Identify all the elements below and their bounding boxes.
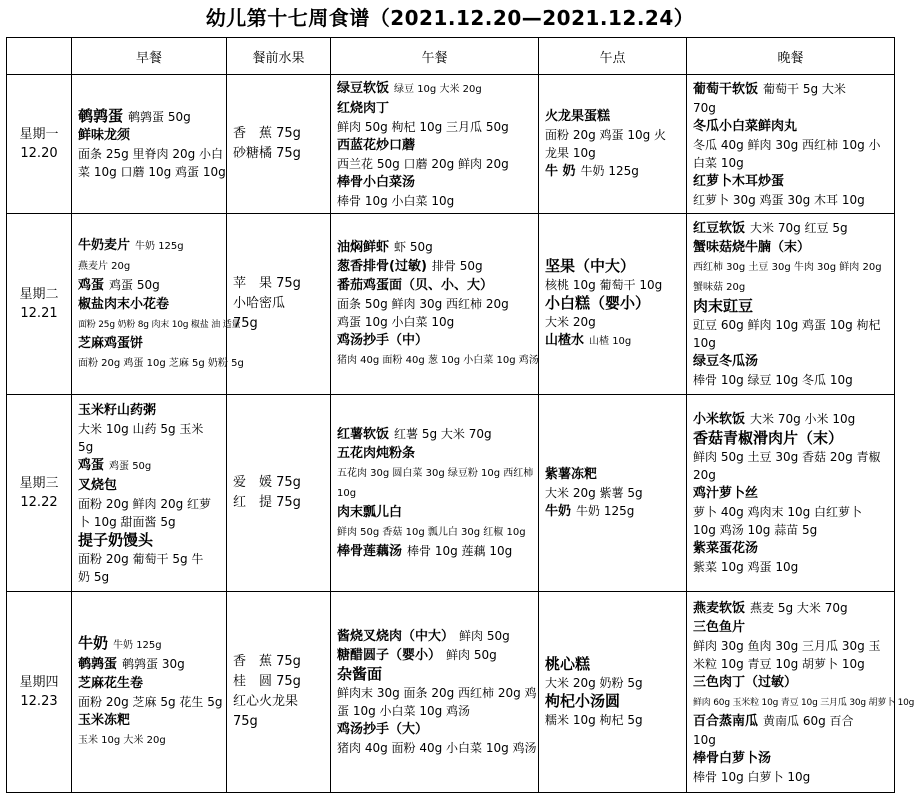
ingredient-text: 面粉 20g 芝麻 5g 花生 5g xyxy=(78,695,223,709)
ingredient-text: 蟹味菇 20g xyxy=(693,282,746,293)
ingredient-text: 西红柿 30g 土豆 30g 牛肉 30g 鲜肉 20g xyxy=(693,262,882,273)
ingredient-text: 大米 70g 红豆 5g xyxy=(750,221,848,235)
dish-name: 鹌鹑蛋 xyxy=(78,107,124,125)
menu-line xyxy=(78,420,220,438)
breakfast-cell xyxy=(72,214,244,395)
ingredient-text: 大米 10g 山药 5g 玉米 xyxy=(78,421,204,436)
menu-line xyxy=(693,768,888,786)
menu-line xyxy=(78,314,241,334)
ingredient-text: 绿豆 10g 大米 20g xyxy=(394,83,482,95)
dinner-cell xyxy=(687,75,895,214)
header-fruit: 餐前水果 xyxy=(227,38,331,75)
dish-name: 葱香排骨(过敏) xyxy=(337,259,427,274)
menu-line xyxy=(78,295,220,314)
ingredient-text: 砂糖橘 75g xyxy=(233,146,301,161)
snack-cell xyxy=(539,214,687,395)
dish-name: 小白糕（婴小） xyxy=(545,294,651,312)
header-breakfast: 早餐 xyxy=(72,38,227,75)
menu-line xyxy=(233,124,324,144)
menu-line xyxy=(337,739,537,757)
menu-line xyxy=(545,126,680,144)
ingredient-text: 75g xyxy=(233,316,258,331)
menu-row xyxy=(7,214,895,395)
day-label: 星期一 xyxy=(19,127,59,142)
day-cell xyxy=(7,592,72,793)
ingredient-text: 面粉 20g 葡萄干 5g 牛 xyxy=(78,551,204,566)
dish-name: 芝麻花生卷 xyxy=(78,676,144,691)
breakfast-cell xyxy=(72,395,227,592)
menu-line xyxy=(78,438,220,456)
menu-line xyxy=(545,107,680,126)
menu-line xyxy=(693,316,888,334)
menu-line xyxy=(693,692,914,712)
menu-line xyxy=(693,238,888,257)
day-date: 12.21 xyxy=(20,306,58,321)
dish-name: 芝麻鸡蛋饼 xyxy=(78,335,144,351)
ingredient-text: 黄南瓜 60g 百合 xyxy=(763,713,854,728)
menu-line xyxy=(693,297,888,316)
ingredient-text: 10g xyxy=(337,488,357,499)
menu-line xyxy=(78,655,220,674)
ingredient-text: 10g 鸡汤 10g 蒜苗 5g xyxy=(693,523,818,537)
dish-name: 肉末豇豆 xyxy=(693,297,754,315)
menu-line xyxy=(693,655,888,673)
menu-line xyxy=(693,749,888,768)
menu-line xyxy=(337,627,532,646)
dish-name: 红烧肉丁 xyxy=(337,100,390,116)
day-cell xyxy=(7,75,72,214)
dish-name: 三色鱼片 xyxy=(693,619,746,635)
ingredient-text: 面粉 20g 鸡蛋 10g 芝麻 5g 奶粉 5g xyxy=(78,357,244,369)
dish-name: 蟹味菇烧牛腩（末） xyxy=(693,240,811,255)
lunch-cell xyxy=(331,214,539,395)
menu-line xyxy=(693,637,888,655)
day-label: 星期三 xyxy=(19,476,59,491)
menu-line xyxy=(233,692,324,712)
menu-line xyxy=(545,144,680,162)
dish-name: 玉米籽山药粥 xyxy=(78,402,157,418)
dish-name: 牛奶 xyxy=(545,504,572,519)
dish-name: 提子奶馒头 xyxy=(78,530,154,549)
ingredient-text: 10g xyxy=(693,336,716,350)
menu-line xyxy=(693,219,888,238)
header-dinner: 晚餐 xyxy=(687,38,895,75)
ingredient-text: 面粉 20g 鸡蛋 10g 火 xyxy=(545,128,667,142)
dish-name: 鸡蛋 xyxy=(78,277,105,293)
dish-name: 鸡汤抄手（中） xyxy=(337,333,429,348)
snack-cell xyxy=(539,395,687,592)
ingredient-text: 面条 25g 里脊肉 20g 小白 xyxy=(78,147,224,161)
ingredient-text: 香 蕉 75g xyxy=(233,654,301,669)
dish-name: 鸡蛋 xyxy=(78,457,105,473)
dish-name: 桃心糕 xyxy=(545,655,591,673)
menu-line xyxy=(78,730,220,750)
day-date: 12.20 xyxy=(20,146,58,161)
breakfast-cell xyxy=(72,592,227,793)
menu-line xyxy=(78,353,244,373)
menu-line xyxy=(337,276,532,295)
menu-line xyxy=(337,155,532,173)
dinner-cell xyxy=(687,395,895,592)
dish-name: 油焖鲜虾 xyxy=(337,240,390,255)
dish-name: 红豆软饭 xyxy=(693,221,746,236)
dish-name: 番茄鸡蛋面（贝、小、大） xyxy=(337,278,494,293)
menu-line xyxy=(693,334,888,352)
menu-line xyxy=(693,410,888,429)
menu-line xyxy=(693,448,888,466)
ingredient-text: 萝卜 40g 鸡肉末 10g 白红萝卜 xyxy=(693,505,863,519)
dinner-cell xyxy=(687,214,895,395)
ingredient-text: 大米 20g 奶粉 5g xyxy=(545,676,643,690)
menu-line xyxy=(78,163,226,181)
menu-line xyxy=(337,425,532,444)
menu-line xyxy=(337,99,532,118)
ingredient-text: 玉米 10g 大米 20g xyxy=(78,735,166,746)
menu-line xyxy=(693,484,888,503)
menu-line xyxy=(693,618,888,637)
ingredient-text: 红心火龙果 xyxy=(233,694,299,709)
menu-line xyxy=(545,711,680,729)
menu-line xyxy=(545,294,680,313)
header-snack: 午点 xyxy=(539,38,687,75)
dish-name: 叉烧包 xyxy=(78,477,118,493)
menu-line xyxy=(337,665,532,684)
menu-line xyxy=(337,463,532,483)
menu-line xyxy=(78,476,220,495)
day-date: 12.22 xyxy=(20,495,58,510)
ingredient-text: 大米 20g 紫薯 5g xyxy=(545,486,643,500)
menu-line xyxy=(545,331,680,351)
menu-line xyxy=(693,99,888,117)
menu-line xyxy=(337,350,539,370)
menu-line xyxy=(337,313,532,331)
lunch-cell xyxy=(331,592,539,793)
menu-line xyxy=(337,720,532,739)
dish-name: 棒骨莲藕汤 xyxy=(337,544,403,559)
dish-name: 鲜味龙须 xyxy=(78,128,131,143)
menu-line xyxy=(78,674,220,693)
ingredient-text: 牛奶 125g xyxy=(135,240,184,252)
ingredient-text: 虾 50g xyxy=(394,240,433,254)
ingredient-text: 卜 10g 甜面酱 5g xyxy=(78,514,176,529)
menu-line xyxy=(233,712,324,732)
menu-line xyxy=(693,539,888,558)
ingredient-text: 面条 50g 鲜肉 30g 西红柿 20g xyxy=(337,297,509,311)
ingredient-text: 西兰花 50g 口蘑 20g 鲜肉 20g xyxy=(337,156,509,171)
dish-name: 枸杞小汤圆 xyxy=(545,692,621,710)
dish-name: 百合蒸南瓜 xyxy=(693,713,759,729)
ingredient-text: 鹌鹑蛋 50g xyxy=(128,110,191,124)
menu-line xyxy=(78,711,220,730)
ingredient-text: 棒骨 10g 莲藕 10g xyxy=(407,544,513,558)
menu-line xyxy=(693,277,888,297)
breakfast-cell xyxy=(72,75,227,214)
dish-name: 酱烧叉烧肉（中大） xyxy=(337,629,455,644)
menu-line xyxy=(233,672,324,692)
dish-name: 杂酱面 xyxy=(337,665,383,683)
menu-line xyxy=(78,456,220,476)
menu-line xyxy=(337,684,537,702)
dish-name: 冬瓜小白菜鲜肉丸 xyxy=(693,118,798,134)
menu-line xyxy=(693,466,888,484)
ingredient-text: 小哈密瓜 xyxy=(233,296,286,311)
ingredient-text: 菜 10g 口蘑 10g 鸡蛋 10g xyxy=(78,165,226,179)
menu-line xyxy=(78,126,220,145)
ingredient-text: 白菜 10g xyxy=(693,155,744,170)
menu-line xyxy=(78,495,220,513)
menu-table xyxy=(6,37,914,793)
dish-name: 牛奶麦片 xyxy=(78,237,131,253)
ingredient-text: 鹌鹑蛋 30g xyxy=(122,657,185,671)
day-date: 12.23 xyxy=(20,694,58,709)
dish-name: 椒盐肉末小花卷 xyxy=(78,296,170,312)
ingredient-text: 鲜肉 30g 鱼肉 30g 三月瓜 30g 玉 xyxy=(693,638,881,653)
dish-name: 坚果（中大） xyxy=(545,257,636,275)
menu-line xyxy=(545,484,680,502)
menu-line xyxy=(337,646,532,665)
ingredient-text: 鸡蛋 50g xyxy=(109,277,160,292)
menu-line xyxy=(693,503,888,521)
menu-line xyxy=(693,731,888,749)
menu-row xyxy=(7,75,895,214)
menu-line xyxy=(337,331,532,350)
ingredient-text: 鲜肉末 30g 面条 20g 西红柿 20g 鸡 xyxy=(337,686,537,700)
day-label: 星期四 xyxy=(19,675,59,690)
ingredient-text: 核桃 10g 葡萄干 10g xyxy=(545,278,663,292)
menu-line xyxy=(545,313,680,331)
menu-line xyxy=(693,80,888,99)
header-row xyxy=(7,38,895,75)
dish-name: 山楂水 xyxy=(545,333,585,348)
ingredient-text: 红薯 5g 大米 70g xyxy=(394,427,492,441)
ingredient-text: 棒骨 10g 白萝卜 10g xyxy=(693,769,811,784)
lunch-cell xyxy=(331,75,539,214)
menu-line xyxy=(693,429,888,448)
ingredient-text: 大米 20g xyxy=(545,315,596,329)
ingredient-text: 面粉 25g 奶粉 8g 肉末 10g 椒盐 油 适量 xyxy=(78,319,241,330)
menu-line xyxy=(233,493,324,513)
menu-line xyxy=(693,257,888,277)
dish-name: 绿豆软饭 xyxy=(337,80,390,96)
ingredient-text: 猪肉 40g 面粉 40g 小白菜 10g 鸡汤 xyxy=(337,741,537,755)
menu-line xyxy=(337,118,532,136)
ingredient-text: 燕麦 5g 大米 70g xyxy=(750,600,848,615)
menu-line xyxy=(233,473,324,493)
ingredient-text: 排骨 50g xyxy=(431,259,483,273)
dish-name: 糖醋圆子（婴小） xyxy=(337,648,442,663)
dish-name: 紫菜蛋花汤 xyxy=(693,541,759,556)
ingredient-text: 鲜肉 60g 玉米粒 10g 青豆 10g 三月瓜 30g 胡萝卜 10g xyxy=(693,697,914,708)
ingredient-text: 蛋 10g 小白菜 10g 鸡汤 xyxy=(337,704,471,718)
menu-line xyxy=(337,295,532,313)
lunch-cell xyxy=(331,395,539,592)
menu-line xyxy=(78,256,220,276)
menu-line xyxy=(693,558,888,576)
fruit-cell xyxy=(227,395,331,592)
dish-name: 鹌鹑蛋 xyxy=(78,657,118,672)
ingredient-text: 猪肉 40g 面粉 40g 葱 10g 小白菜 10g 鸡汤 xyxy=(337,355,539,366)
ingredient-text: 牛奶 125g xyxy=(576,504,635,518)
menu-line xyxy=(545,276,680,294)
menu-line xyxy=(78,236,220,256)
dish-name: 火龙果蛋糕 xyxy=(545,109,611,124)
ingredient-text: 爱 媛 75g xyxy=(233,475,301,490)
menu-line xyxy=(693,136,888,154)
menu-line xyxy=(233,274,324,294)
dish-name: 牛 奶 xyxy=(545,164,576,179)
ingredient-text: 鲜肉 50g 枸杞 10g 三月瓜 50g xyxy=(337,119,509,134)
ingredient-text: 奶 5g xyxy=(78,569,110,584)
ingredient-text: 75g xyxy=(233,714,258,729)
menu-line xyxy=(693,154,888,172)
menu-line xyxy=(337,522,532,542)
menu-line xyxy=(693,172,888,191)
ingredient-text: 五花肉 30g 圆白菜 30g 绿豆粉 10g 西红柿 xyxy=(337,468,534,479)
ingredient-text: 葡萄干 5g 大米 xyxy=(763,81,846,96)
dish-name: 鸡汤抄手（大） xyxy=(337,722,429,737)
dish-name: 燕麦软饭 xyxy=(693,600,746,616)
ingredient-text: 桂 圆 75g xyxy=(233,674,301,689)
dish-name: 五花肉炖粉条 xyxy=(337,446,416,461)
dish-name: 棒骨小白菜汤 xyxy=(337,174,416,190)
menu-line xyxy=(545,502,680,521)
ingredient-text: 苹 果 75g xyxy=(233,276,301,291)
menu-line xyxy=(337,136,532,155)
menu-line xyxy=(78,145,224,163)
menu-line xyxy=(337,503,532,522)
fruit-cell xyxy=(227,592,331,793)
ingredient-text: 山楂 10g xyxy=(589,336,632,347)
ingredient-text: 鲜肉 50g xyxy=(446,648,497,662)
menu-line xyxy=(78,634,220,655)
dish-name: 三色肉丁（过敏） xyxy=(693,674,798,690)
day-cell xyxy=(7,214,72,395)
snack-cell xyxy=(539,75,687,214)
menu-row xyxy=(7,395,895,592)
dinner-cell xyxy=(687,592,914,793)
menu-line xyxy=(78,693,223,711)
menu-line xyxy=(693,117,888,136)
ingredient-text: 糯米 10g 枸杞 5g xyxy=(545,713,643,727)
menu-line xyxy=(337,173,532,192)
menu-line xyxy=(545,674,680,692)
ingredient-text: 香 蕉 75g xyxy=(233,126,301,141)
menu-line xyxy=(78,401,220,420)
ingredient-text: 鸡蛋 50g xyxy=(109,460,152,472)
ingredient-text: 5g xyxy=(78,439,94,454)
dish-name: 香菇青椒滑肉片（末） xyxy=(693,429,844,447)
dish-name: 绿豆冬瓜汤 xyxy=(693,354,759,369)
menu-line xyxy=(233,314,324,334)
header-lunch: 午餐 xyxy=(331,38,539,75)
ingredient-text: 棒骨 10g 绿豆 10g 冬瓜 10g xyxy=(693,373,853,387)
dish-name: 红萝卜木耳炒蛋 xyxy=(693,173,785,189)
ingredient-text: 红 提 75g xyxy=(233,495,301,510)
dish-name: 小米软饭 xyxy=(693,412,746,427)
ingredient-text: 牛奶 125g xyxy=(580,164,639,178)
menu-line xyxy=(693,191,888,209)
menu-line xyxy=(337,257,532,276)
menu-line xyxy=(78,568,220,586)
ingredient-text: 20g xyxy=(693,468,716,482)
ingredient-text: 70g xyxy=(693,100,716,115)
fruit-cell xyxy=(227,75,331,214)
ingredient-text: 牛奶 125g xyxy=(113,640,162,651)
dish-name: 牛奶 xyxy=(78,634,109,652)
dish-name: 葡萄干软饭 xyxy=(693,81,759,97)
ingredient-text: 鸡蛋 10g 小白菜 10g xyxy=(337,315,455,329)
dish-name: 肉末瓢儿白 xyxy=(337,505,403,520)
menu-line xyxy=(693,673,888,692)
menu-line xyxy=(337,483,532,503)
menu-line xyxy=(337,702,532,720)
ingredient-text: 红萝卜 30g 鸡蛋 30g 木耳 10g xyxy=(693,192,865,207)
menu-line xyxy=(545,465,680,484)
ingredient-text: 10g xyxy=(693,732,716,747)
menu-line xyxy=(337,79,532,99)
ingredient-text: 龙果 10g xyxy=(545,146,596,160)
dish-name: 鸡汁萝卜丝 xyxy=(693,486,759,501)
menu-line xyxy=(78,531,220,550)
header-day xyxy=(7,38,72,75)
menu-line xyxy=(78,513,220,531)
ingredient-text: 鲜肉 50g xyxy=(459,629,510,643)
menu-line xyxy=(78,276,220,295)
ingredient-text: 紫菜 10g 鸡蛋 10g xyxy=(693,560,799,574)
menu-line xyxy=(693,352,888,371)
dish-name: 玉米冻粑 xyxy=(78,713,131,728)
day-cell xyxy=(7,395,72,592)
menu-line xyxy=(233,652,324,672)
ingredient-text: 鲜肉 50g 香菇 10g 瓢儿白 30g 红椒 10g xyxy=(337,527,526,538)
dish-name: 西蓝花炒口蘑 xyxy=(337,137,416,153)
ingredient-text: 棒骨 10g 小白菜 10g xyxy=(337,193,455,208)
page-title: 幼儿第十七周食谱（2021.12.20—2021.12.24） xyxy=(205,6,695,30)
menu-line xyxy=(545,162,680,181)
menu-line xyxy=(78,334,220,353)
menu-row xyxy=(7,592,895,793)
menu-line xyxy=(693,371,888,389)
menu-line xyxy=(693,712,888,731)
menu-line xyxy=(337,542,532,561)
menu-line xyxy=(78,107,220,126)
menu-line xyxy=(545,257,680,276)
dish-name: 紫薯冻粑 xyxy=(545,467,598,482)
ingredient-text: 冬瓜 40g 鲜肉 30g 西红柿 10g 小 xyxy=(693,137,881,152)
ingredient-text: 豇豆 60g 鲜肉 10g 鸡蛋 10g 枸杞 xyxy=(693,318,881,332)
ingredient-text: 燕麦片 20g xyxy=(78,260,131,272)
menu-line xyxy=(233,144,324,164)
menu-line xyxy=(233,294,324,314)
menu-line xyxy=(337,192,532,210)
menu-line xyxy=(337,444,532,463)
ingredient-text: 大米 70g 小米 10g xyxy=(750,412,856,426)
menu-line xyxy=(545,655,680,674)
menu-line xyxy=(545,692,680,711)
dish-name: 红薯软饭 xyxy=(337,427,390,442)
menu-line xyxy=(693,599,888,618)
menu-line xyxy=(693,521,888,539)
menu-line xyxy=(78,550,220,568)
ingredient-text: 米粒 10g 青豆 10g 胡萝卜 10g xyxy=(693,656,865,671)
dish-name: 棒骨白萝卜汤 xyxy=(693,750,772,766)
menu-line xyxy=(337,238,532,257)
ingredient-text: 面粉 20g 鲜肉 20g 红萝 xyxy=(78,496,212,511)
day-label: 星期二 xyxy=(19,287,59,302)
snack-cell xyxy=(539,592,687,793)
ingredient-text: 鲜肉 50g 土豆 30g 香菇 20g 青椒 xyxy=(693,450,881,464)
